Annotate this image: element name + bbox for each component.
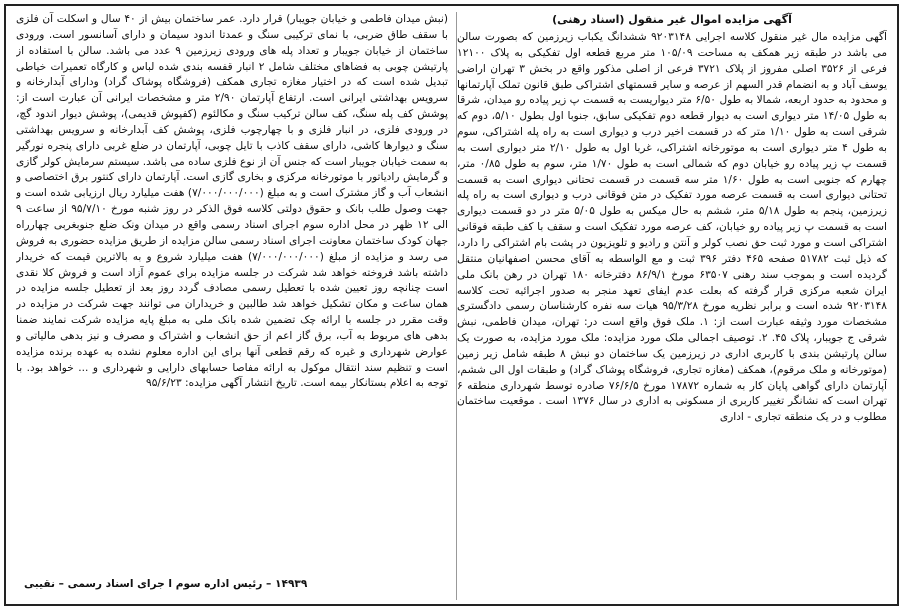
- notice-body-right: آگهی مزایده مال غیر منقول کلاسه اجرایی ۹۲۰۳۱۴۸ ششدانگ یکباب زیرزمین که بصورت سالن می باشد در طبقه زیر همکف به مساحت ۱۰۵/۰۹ متر مربع قطعه اول تفکیکی به پلاک ۱۲۱۰۰ فرعی از ۳۵۲۶ اصلی مفروز از پلاک ۳۷۲۱ فرعی از اصلی مذکور واقع در بخش ۳ تهران اراضی یوسف آباد و به انضمام قدر السهم از عرصه و سایر قسمتهای اشتراکی طبق قانون تملک آپارتمانها و محدود به حدود اربعه، شمالا به طول ۶/۵۰ متر دیواریست به قسمت پ زیر پیاده رو میدان، شرقا به طول ۱۴/۰۵ متر دیواری است به دیوار قطعه دوم تفکیکی سابق، جنوبا اول بطول ۵/۱۰، دوم که شرقی است به طول ۱/۱۰ متر که در قسمت اخیر درب و دیواری است به راه پله اشتراکی، سوم به طول ۴ متر دیواری است به موتورخانه اشتراکی، غربا اول به طول ۲/۱۰ متر دیواری است به قسمت پ زیر پیاده رو خیابان دوم که شمالی است به طول ۱/۷۰ متر، سوم به طول ۰/۸۵ متر، چهارم که جنوبی است به طول ۱/۶۰ متر سه قسمت در قسمت تحتانی دیواری است به قسمت تحتانی دیواری است به قسمت عرصه مورد تفکیک در متن فوقانی درب و دیواری است به راه پله زیرزمین، پنجم به طول ۵/۱۸ متر، ششم به حال میکس به طول ۵/۰۵ متر در دو قسمت دیواری است به قسمت پ زیر پیاده رو خیابان، کف عرصه مورد تفکیک است و سقف با کف طبقه فوقانی اشتراکی است و مورد ثبت حق نصب کولر و آنتن و رادیو و تلویزیون در پشت بام اشتراکی را دارد، که ذیل ثبت ۵۱۷۸۲ صفحه ۴۶۵ دفتر ۳۹۶ ثبت و مع الواسطه به آقای محسن اصفهانیان منتقل گردیده است و بموجب سند رهنی ۶۳۵۰۷ مورخ ۸۶/۹/۱ دفترخانه ۱۸۰ تهران در رهن بانک ملی ایران شعبه مرکزی قرار گرفته که بعلت عدم ایفای تعهد منجر به صدور اجرائیه تحت کلاسه ۹۲۰۳۱۴۸ شده است و برابر نظریه مورخ ۹۵/۳/۲۸ هیات سه نفره کارشناسان رسمی دادگستری مشخصات مورد وثیقه عبارت است از: ۱. ملک فوق واقع است در: تهران، میدان فاطمی، نبش شرقی ج جویبار، پلاک ۴۵. ۲. توصیف اجمالی ملک مورد مزایده: ملک مورد مزایده، به صورت یک سالن پارتیشن بندی با کاربری اداری در زیرزمین یک ساختمان دو نبش ۸ طبقه شامل زیر زمین (موتورخانه و ملک مرقوم)، همکف (مغازه تجاری، فروشگاه پوشاک گراد) و طبقات اول الی ششم، آپارتمان دارای گواهی پایان کار به شماره ۱۷۸۷۲ مورخ ۷۶/۶/۵ صادره توسط شهرداری منطقه ۶ تهران است که نشانگر تغییر کاربری از مسکونی به اداری در سال ۱۳۷۶ است . موقعیت ساختمان مطلوب و در یک منطقه تجاری - اداری: [457, 31, 887, 424]
- column-divider: [456, 12, 457, 600]
- notice-left-column: [16, 12, 448, 600]
- notice-frame: [4, 4, 899, 606]
- notice-right-column: [457, 12, 887, 600]
- notice-title: آگهی مزایده اموال غیر منقول (اسناد رهنی): [552, 13, 792, 26]
- notice-signature: ۱۴۹۳۹ – رئیس اداره سوم ا جرای اسناد رسمی – نقیبی: [24, 578, 308, 590]
- notice-body-left: (نبش میدان فاطمی و خیابان جویبار) قرار دارد. عمر ساختمان بیش از ۴۰ سال و اسکلت آن فلزی با سقف طاق ضربی، با نمای ترکیبی سنگ و عمدتا اندود سیمان و دارای آسانسور است. ورودی ساختمان از خیابان جویبار و تعداد پله های ورودی زیرزمین ۹ عدد می باشد. سالن با استفاده از پارتیشن چوبی به فضاهای مختلف شامل ۲ انبار قفسه بندی شده لباس و کارگاه تعمیرات خیاطی تبدیل شده است که در اختیار مغازه تجاری همکف (فروشگاه پوشاک گراد) ودارای آبدارخانه و سرویس بهداشتی ایرانی است. ارتفاع آپارتمان ۲/۹۰ متر و مشخصات ایرانی آن عبارت است از: پوشش کف پله سنگ، کف سالن ترکیب سنگ و مکالئوم (کفپوش قدیمی)، پوشش دیوار اندود گچ، در ورودی فلزی، در انبار فلزی و با چهارچوب فلزی، پوشش کف آبدارخانه و سرویس بهداشتی سنگ و دیوارها کاشی، دارای سقف کاذب با تایل چوبی، آپارتمان در ضلع غربی دارای پنجره نورگیر به سمت خیابان جویبار است که جنس آن از نوع فلزی ساده می باشد. سیستم سرمایش کولر گازی و گرمایش رادیاتور با موتورخانه مرکزی و بخاری گازی است. آپارتمان دارای کنتور برق اختصاصی و انشعاب آب و گاز مشترک است و به مبلغ (۷/۰۰۰/۰۰۰/۰۰۰) هفت میلیارد ریال ارزیابی شده است و جهت وصول طلب بانک و حقوق دولتی کلاسه فوق الذکر در روز شنبه مورخ ۹۵/۷/۱۰ از ساعت ۹ الی ۱۲ ظهر در محل اداره سوم اجرای اسناد رسمی واقع در میدان ونک ضلع جنوبغربی چهارراه جهان کودک ساختمان معاونت اجرای اسناد رسمی سالن مزایده از طریق مزایده حضوری به فروش می رسد و مزایده از مبلغ (۷/۰۰۰/۰۰۰/۰۰۰) هفت میلیارد شروع و به بالاترین قیمت که خریدار داشته باشد فروخته خواهد شد شرکت در جلسه مزایده برای عموم آزاد است و فروش کلا نقدی است چنانچه روز تعیین شده با تعطیل رسمی مصادف گردد روز بعد از تعطیل جلسه مزایده در همان ساعت و مکان تشکیل خواهد شد طالبین و خریداران می توانند جهت شرکت در مزایده در وقت مقرر در جلسه با ارائه چک تضمین شده بانک ملی به مبلغ پایه مزایده شرکت نمایند ضمنا بدهی های مربوط به آب، برق گاز اعم از حق انشعاب و اشتراک و مصرف و نیز بدهی مالیاتی و عوارض شهرداری و غیره که رقم قطعی آنها برای این اداره معلوم نشده به عهده برنده مزایده است و تنظیم سند انتقال موکول به ارائه مفاصا حسابهای دارایی و شهرداری و ... خواهد بود. با توجه به اعلام بستانکار بیمه است. تاریخ انتشار آگهی مزایده: ۹۵/۶/۲۳: [16, 13, 448, 390]
